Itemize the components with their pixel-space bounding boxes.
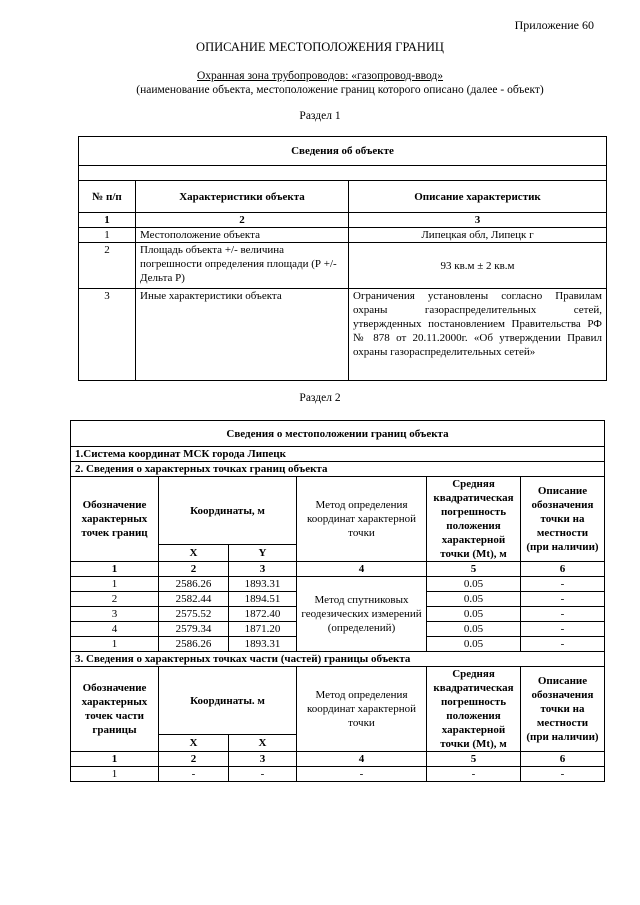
col-header-num: № п/п <box>79 181 136 213</box>
row-characteristic: Иные характеристики объекта <box>136 289 349 381</box>
index-cell: 4 <box>297 562 427 577</box>
object-name: Охранная зона трубопроводов: «газопровод-ввод» <box>196 70 444 82</box>
section1-title: Раздел 1 <box>299 110 341 122</box>
index-cell: 2 <box>136 213 349 228</box>
spacer-row <box>79 166 607 181</box>
col-header-x-part: X <box>159 735 229 752</box>
point-y: 1893.31 <box>229 637 297 652</box>
point-x: 2582.44 <box>159 592 229 607</box>
col-header-error: Средняя квадратическая погрешность положения характерной точки (Mt), м <box>427 477 521 562</box>
point-y: 1871.20 <box>229 622 297 637</box>
row-num: 1 <box>79 228 136 243</box>
row-description: Липецкая обл, Липецк г <box>349 228 607 243</box>
point-id: 1 <box>71 577 159 592</box>
col-header-y-part: X <box>229 735 297 752</box>
boundary-table-title: Сведения о местоположении границ объекта <box>71 421 605 447</box>
point-error: 0.05 <box>427 577 521 592</box>
point-description: - <box>521 592 605 607</box>
index-cell: 5 <box>427 562 521 577</box>
index-cell: 1 <box>71 752 159 767</box>
part-point-x: - <box>159 767 229 782</box>
index-cell: 3 <box>349 213 607 228</box>
appendix-label: Приложение 60 <box>514 18 594 32</box>
point-description: - <box>521 607 605 622</box>
index-cell: 6 <box>521 752 605 767</box>
col-header-y: Y <box>229 545 297 562</box>
part-point-y: - <box>229 767 297 782</box>
index-cell: 3 <box>229 562 297 577</box>
point-id: 2 <box>71 592 159 607</box>
points-section-title: 2. Сведения о характерных точках границ объекта <box>71 462 605 477</box>
row-description: 93 кв.м ± 2 кв.м <box>349 243 607 289</box>
col-header-method: Метод определения координат характерной точки <box>297 477 427 562</box>
table-row <box>79 228 607 243</box>
point-x: 2575.52 <box>159 607 229 622</box>
point-method: Метод спутниковых геодезических измерений (определений) <box>297 577 427 652</box>
part-point-method: - <box>297 767 427 782</box>
col-header-method-part: Метод определения координат характерной точки <box>297 667 427 752</box>
part-point-id: 1 <box>71 767 159 782</box>
row-description: Ограничения установлены согласно Правилам охраны газораспределительных сетей, утвержденных постановлением Правительства РФ № 878 от 20.11.2000г. «Об утверждении Правил охраны газораспределительных сетей» <box>349 289 607 381</box>
index-cell: 1 <box>71 562 159 577</box>
col-header-point: Обозначение характерных точек границ <box>71 477 159 562</box>
col-header-x: X <box>159 545 229 562</box>
point-error: 0.05 <box>427 607 521 622</box>
point-id: 4 <box>71 622 159 637</box>
index-cell: 1 <box>79 213 136 228</box>
object-caption: (наименование объекта, местоположение границ которого описано (далее - объект) <box>136 84 544 96</box>
index-cell: 2 <box>159 752 229 767</box>
col-header-description-part: Описание обозначения точки на местности (при наличии) <box>521 667 605 752</box>
coord-system-row: 1.Система координат МСК города Липецк <box>71 447 605 462</box>
col-header-error-part: Средняя квадратическая погрешность положения характерной точки (Mt), м <box>427 667 521 752</box>
boundary-points-table <box>70 420 605 782</box>
table-row <box>71 577 605 592</box>
point-y: 1893.31 <box>229 577 297 592</box>
object-info-table-title: Сведения об объекте <box>79 137 607 166</box>
index-cell: 5 <box>427 752 521 767</box>
point-y: 1894.51 <box>229 592 297 607</box>
point-x: 2586.26 <box>159 637 229 652</box>
table-row <box>71 767 605 782</box>
col-header-point-part: Обозначение характерных точек части границы <box>71 667 159 752</box>
part-point-error: - <box>427 767 521 782</box>
point-description: - <box>521 637 605 652</box>
part-point-description: - <box>521 767 605 782</box>
index-cell: 6 <box>521 562 605 577</box>
table-row <box>79 243 607 289</box>
section2-title: Раздел 2 <box>299 392 341 404</box>
col-header-characteristics: Характеристики объекта <box>136 181 349 213</box>
col-header-coords: Координаты, м <box>159 477 297 545</box>
index-cell: 2 <box>159 562 229 577</box>
point-x: 2579.34 <box>159 622 229 637</box>
point-error: 0.05 <box>427 592 521 607</box>
point-id: 3 <box>71 607 159 622</box>
document-title: ОПИСАНИЕ МЕСТОПОЛОЖЕНИЯ ГРАНИЦ <box>196 40 444 54</box>
row-characteristic: Местоположение объекта <box>136 228 349 243</box>
col-header-description: Описание обозначения точки на местности (при наличии) <box>521 477 605 562</box>
object-info-table <box>78 136 607 381</box>
point-description: - <box>521 577 605 592</box>
point-id: 1 <box>71 637 159 652</box>
col-header-description: Описание характеристик <box>349 181 607 213</box>
point-error: 0.05 <box>427 622 521 637</box>
point-x: 2586.26 <box>159 577 229 592</box>
row-characteristic: Площадь объекта +/- величина погрешности определения площади (Р +/- Дельта Р) <box>136 243 349 289</box>
col-header-coords-part: Координаты. м <box>159 667 297 735</box>
row-num: 3 <box>79 289 136 381</box>
index-cell: 4 <box>297 752 427 767</box>
point-description: - <box>521 622 605 637</box>
table-row <box>79 289 607 381</box>
part-section-title: 3. Сведения о характерных точках части (частей) границы объекта <box>71 652 605 667</box>
row-num: 2 <box>79 243 136 289</box>
index-cell: 3 <box>229 752 297 767</box>
point-y: 1872.40 <box>229 607 297 622</box>
point-error: 0.05 <box>427 637 521 652</box>
